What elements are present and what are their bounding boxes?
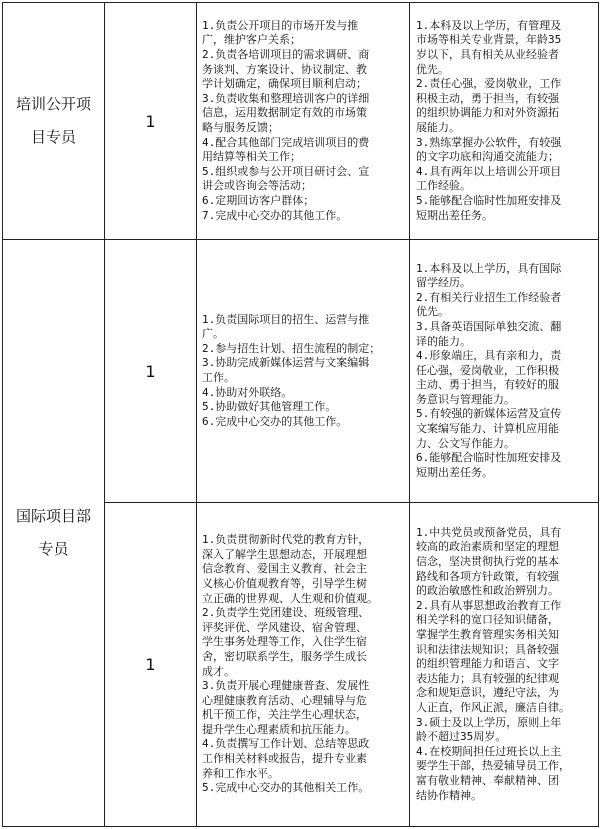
- text-line: 2.参与招生计划、招生流程的制定；: [202, 341, 381, 355]
- text-line: 信念教育、爱国主义教育、社会主: [202, 562, 367, 576]
- text-line: 务谈判、方案设计、协议制定、教: [202, 62, 367, 76]
- text-line: 展能力。: [416, 121, 460, 134]
- position-line: 目专员: [30, 128, 76, 146]
- text-line: 相关学科的宽口径知识储备，: [416, 613, 559, 627]
- text-line: 3.具备英语国际单独交流、翻: [416, 319, 562, 333]
- text-line: 2.责任心强，爱岗敬业，工作: [416, 77, 562, 91]
- text-line: 1.负责贯彻新时代党的教育方针，: [202, 533, 370, 547]
- table-row: [3, 3, 599, 240]
- requirements-list: [410, 262, 598, 481]
- text-line: 成才。: [202, 664, 235, 678]
- text-line: 龄不超过35周岁。: [416, 730, 507, 744]
- duties-list: [197, 19, 409, 223]
- text-line: 信念，坚决贯彻执行党的基本: [416, 555, 559, 569]
- text-line: 岁以下，具有相关从业经验者: [416, 48, 559, 62]
- requirements-cell: [410, 3, 599, 240]
- text-line: 工作经验。: [416, 179, 471, 193]
- text-line: 识和法律法规知识；具备较强: [416, 642, 559, 656]
- text-line: 评奖评优、学风建设、宿舍管理、: [202, 620, 367, 634]
- text-line: 5.完成中心交办的其他相关工作。: [202, 781, 370, 795]
- text-line: 的政治敏感性和政治辨别力。: [416, 584, 559, 598]
- text-line: 文案编写能力、计算机应用能: [416, 422, 559, 436]
- headcount-cell: 1: [105, 3, 197, 240]
- text-line: 信息，运用数据制定有效的市场策: [202, 106, 367, 120]
- text-line: 2.负责学生党团建设、班级管理、: [202, 606, 370, 620]
- text-line: 力、公文写作能力。: [416, 436, 515, 450]
- text-line: 工作。: [202, 371, 235, 384]
- requirements-list: [410, 526, 598, 803]
- text-line: 提升学生心理素质和抗压能力。: [202, 722, 356, 736]
- text-line: 广。: [202, 327, 224, 341]
- text-line: 1.中共党员或预备党员，具有: [416, 525, 562, 539]
- text-line: 1.负责公开项目的市场开发与推: [202, 18, 359, 32]
- text-line: 义核心价值观教育等，引导学生树: [202, 576, 367, 590]
- text-line: 1.本科及以上学历，具有国际: [416, 261, 562, 275]
- text-line: 用结算等相关工作；: [202, 150, 301, 164]
- text-line: 掌握学生教育管理实务相关知: [416, 628, 559, 642]
- text-line: 6.能够配合临时性加班安排及: [416, 451, 562, 465]
- requirements-cell: [410, 503, 599, 827]
- position-cell: [3, 240, 105, 827]
- text-line: 6.完成中心交办的其他工作。: [202, 414, 348, 428]
- text-line: 积极主动，勇于担当，有较强: [416, 91, 559, 105]
- text-line: 4.在校期间担任过班长以上主: [416, 744, 562, 758]
- text-line: 4.具有两年以上培训公开项目: [416, 164, 562, 178]
- text-line: 人正直，作风正派，廉洁自律。: [416, 700, 570, 714]
- text-line: 3.负责开展心理健康普查、发展性: [202, 679, 370, 693]
- text-line: 4.形象端庄，具有亲和力，责: [416, 349, 562, 363]
- text-line: 5.协助做好其他管理工作。: [202, 400, 337, 414]
- text-line: 学生事务处理等工作，入住学生宿: [202, 635, 367, 649]
- text-line: 4.协助对外联络。: [202, 385, 293, 399]
- text-line: 的文字功底和沟通交流能力；: [416, 150, 559, 164]
- text-line: 短期出差任务。: [416, 208, 493, 222]
- text-line: 广，维护客户关系；: [202, 33, 301, 47]
- position-line: 培训公开项: [15, 95, 91, 113]
- text-line: 3.硕士及以上学历，原则上年: [416, 715, 562, 729]
- text-line: 工作相关材料或报告，提升专业素: [202, 752, 367, 766]
- text-line: 表达能力；具有较强的纪律观: [416, 671, 559, 685]
- duties-list: [197, 533, 409, 796]
- text-line: 1.负责国际项目的招生、运营与推: [202, 312, 370, 326]
- text-line: 机干预工作，关注学生心理状态，: [202, 708, 367, 722]
- text-line: 优先。: [416, 62, 449, 76]
- text-line: 路线和各项方针政策，有较强: [416, 569, 559, 583]
- text-line: 念和规矩意识，遵纪守法，为: [416, 686, 559, 700]
- duties-list: [197, 313, 409, 430]
- requirements-cell: [410, 240, 599, 503]
- job-table: [2, 2, 599, 827]
- text-line: 优先。: [416, 305, 449, 319]
- text-line: 5.能够配合临时性加班安排及: [416, 193, 562, 207]
- text-line: 心理健康教育活动、心理辅导与危: [202, 693, 367, 707]
- text-line: 3.负责收集和整理培训客户的详细: [202, 91, 370, 105]
- text-line: 市场等相关专业背景，年龄35: [416, 33, 562, 47]
- text-line: 4.负责撰写工作计划、总结等思政: [202, 737, 370, 751]
- position-cell: [3, 3, 105, 240]
- text-line: 4.配合其他部门完成培训项目的费: [202, 135, 370, 149]
- text-line: 7.完成中心交办的其他工作。: [202, 208, 348, 222]
- text-line: 的组织管理能力和语言、文字: [416, 657, 559, 671]
- text-line: 养和工作水平。: [202, 766, 279, 780]
- text-line: 主动、勇于担当，有较好的服: [416, 378, 559, 392]
- text-line: 略与服务反馈；: [202, 121, 279, 134]
- text-line: 5.有较强的新媒体运营及宣传: [416, 407, 562, 421]
- headcount-cell: 1: [105, 240, 197, 503]
- text-line: 2.具有从事思想政治教育工作: [416, 598, 562, 612]
- duties-cell: [197, 3, 410, 240]
- text-line: 结协作精神。: [416, 788, 482, 802]
- text-line: 3.协助完成新媒体运营与文案编辑: [202, 356, 370, 370]
- position-line: 国际项目部: [15, 507, 91, 525]
- text-line: 任心强，爱岗敬业，工作积极: [416, 363, 559, 377]
- text-line: 的组织协调能力和对外资源拓: [416, 106, 559, 120]
- text-line: 舍，密切联系学生，服务学生成长: [202, 649, 367, 663]
- text-line: 深入了解学生思想动态，开展理想: [202, 547, 367, 561]
- text-line: 1.本科及以上学历，有管理及: [416, 18, 562, 32]
- requirements-list: [410, 19, 598, 223]
- duties-cell: [197, 240, 410, 503]
- text-line: 3.熟练掌握办公软件，有较强: [416, 135, 562, 149]
- text-line: 6.定期回访客户群体；: [202, 193, 315, 207]
- text-line: 短期出差任务。: [416, 465, 493, 479]
- text-line: 学计划确定，确保项目顺利启动；: [202, 77, 367, 91]
- text-line: 讲会或咨询会等活动；: [202, 179, 312, 193]
- text-line: 较高的政治素质和坚定的理想: [416, 540, 559, 554]
- text-line: 译的能力。: [416, 334, 471, 348]
- duties-cell: [197, 503, 410, 827]
- text-line: 2.负责各培训项目的需求调研、商: [202, 48, 370, 62]
- text-line: 5.组织或参与公开项目研讨会、宣: [202, 164, 370, 178]
- text-line: 留学经历。: [416, 276, 471, 290]
- text-line: 富有敬业精神、奉献精神、团: [416, 773, 559, 787]
- table-row: [3, 240, 599, 503]
- headcount-cell: 1: [105, 503, 197, 827]
- text-line: 立正确的世界观、人生观和价值观。: [202, 591, 378, 605]
- position-line: 专员: [38, 540, 69, 558]
- text-line: 要学生干部，热爱辅导员工作，: [416, 759, 570, 773]
- text-line: 务意识与管理能力。: [416, 392, 515, 406]
- text-line: 2.有相关行业招生工作经验者: [416, 290, 562, 304]
